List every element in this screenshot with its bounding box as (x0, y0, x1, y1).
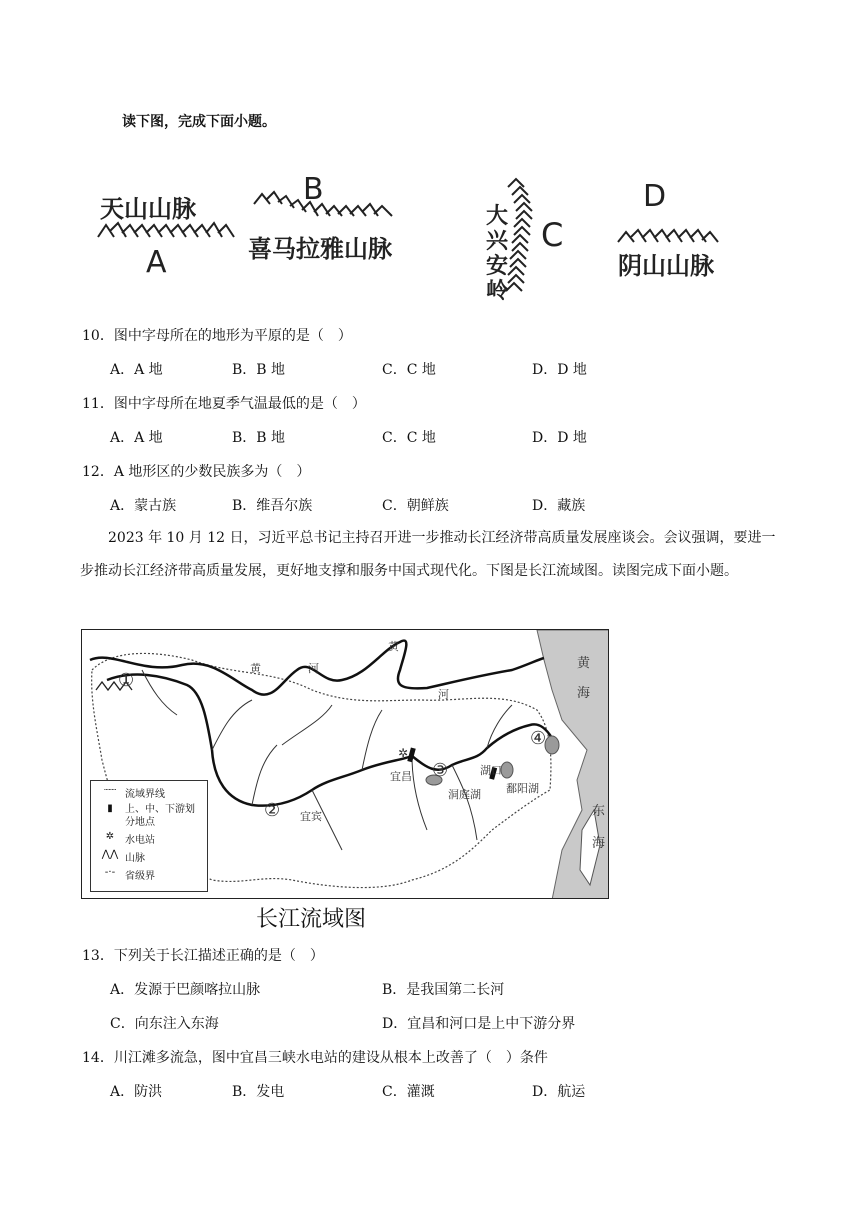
map-label-donghai-2: 海 (592, 836, 606, 851)
label-b: B (303, 172, 324, 207)
q14-option-d[interactable]: D．航运 (532, 1084, 586, 1100)
map-label-huanghai-1: 黄 (577, 656, 591, 671)
question-10-stem: 10．图中字母所在的地形为平原的是（ ） (82, 328, 352, 344)
intro-text-2: 2023 年 10 月 12 日，习近平总书记主持召开进一步推动长江经济带高质量发展座谈会。会议强调，要进一步推动长江经济带高质量发展，更好地支撑和服务中国式现代化。下图是长江流域图。读图完成下面小题。 (80, 530, 776, 579)
map-label-huang-1: 黄 (388, 640, 399, 653)
q11-option-d[interactable]: D．D 地 (532, 430, 587, 446)
q13-option-d[interactable]: D．宜昌和河口是上中下游分界 (382, 1016, 576, 1032)
daxinganling-label: 大 兴 安 岭 (486, 204, 509, 304)
label-c: C (541, 216, 564, 254)
map-legend (90, 780, 208, 892)
map-label-he-1: 河 (308, 662, 319, 675)
q11-option-a[interactable]: A．A 地 (110, 430, 163, 446)
legend-item-division: ▮ 上、中、下游划分地点 (91, 803, 207, 831)
tianshan-mountain-icon (96, 217, 236, 243)
yinshan-label: 阴山山脉 (618, 252, 714, 280)
q12-option-d[interactable]: D．藏族 (532, 498, 586, 514)
map-label-yichang: 宜昌 (390, 770, 412, 783)
q13-option-c[interactable]: C．向东注入东海 (110, 1016, 219, 1032)
division-marker-icon: ▮ (107, 803, 113, 814)
map-label-he-2: 河 (438, 688, 449, 701)
q10-option-a[interactable]: A．A 地 (110, 362, 163, 378)
hydropower-icon: ✲ (398, 746, 409, 760)
q14-option-a[interactable]: A．防洪 (110, 1084, 163, 1100)
mountain-icon: ⋀⋀ (101, 849, 119, 860)
map-caption: 长江流域图 (256, 907, 367, 932)
question-11-stem: 11．图中字母所在地夏季气温最低的是（ ） (82, 396, 366, 412)
map-marker-4: ④ (530, 728, 547, 749)
himalaya-label: 喜马拉雅山脉 (248, 235, 392, 263)
question-14-stem: 14．川江滩多流急，图中宜昌三峡水电站的建设从根本上改善了（ ）条件 (82, 1050, 548, 1066)
q14-option-b[interactable]: B．发电 (232, 1084, 285, 1100)
yangtze-basin-map (81, 629, 609, 899)
map-marker-2: ② (264, 800, 281, 821)
hydropower-legend-icon: ✲ (105, 831, 115, 842)
label-d: D (643, 179, 667, 214)
map-label-hukou: 湖口 (480, 764, 502, 777)
map-label-donghai-1: 东 (592, 804, 606, 819)
q10-option-b[interactable]: B．B 地 (232, 362, 286, 378)
yinshan-mountain-icon (616, 224, 720, 246)
q14-option-c[interactable]: C．灌溉 (382, 1084, 435, 1100)
question-12-stem: 12．A 地形区的少数民族多为（ ） (82, 464, 311, 480)
intro-text-1: 读下图，完成下面小题。 (122, 114, 276, 130)
q12-option-b[interactable]: B．维吾尔族 (232, 498, 313, 514)
q11-option-b[interactable]: B．B 地 (232, 430, 286, 446)
q12-option-c[interactable]: C．朝鲜族 (382, 498, 449, 514)
legend-item-hydropower: ✲ 水电站 (91, 831, 207, 849)
map-label-poyanghu: 鄱阳湖 (506, 782, 539, 795)
legend-item-boundary: ┈┈ 流域界线 (91, 785, 207, 803)
dash-dot-line-icon: -·- (104, 867, 116, 878)
q11-option-c[interactable]: C．C 地 (382, 430, 436, 446)
map-label-dongtinghu: 洞庭湖 (448, 788, 481, 801)
tianshan-label: 天山山脉 (100, 195, 196, 223)
map-label-yibin: 宜宾 (300, 810, 322, 823)
q12-option-a[interactable]: A．蒙古族 (110, 498, 177, 514)
legend-item-province: -·- 省级界 (91, 867, 207, 885)
question-13-stem: 13．下列关于长江描述正确的是（ ） (82, 948, 324, 964)
q10-option-c[interactable]: C．C 地 (382, 362, 436, 378)
q10-option-d[interactable]: D．D 地 (532, 362, 587, 378)
himalaya-mountain-icon (252, 190, 396, 222)
map-label-huanghai-2: 海 (577, 686, 591, 701)
map-marker-3: ③ (432, 760, 449, 781)
q13-option-a[interactable]: A．发源于巴颜喀拉山脉 (110, 982, 261, 998)
map-marker-1: ① (118, 670, 135, 691)
dotted-line-icon: ┈┈ (103, 785, 117, 796)
map-label-huang-2: 黄 (250, 662, 261, 675)
q13-option-b[interactable]: B．是我国第二长河 (382, 982, 505, 998)
label-a: A (146, 245, 167, 280)
legend-item-mountain: ⋀⋀ 山脉 (91, 849, 207, 867)
